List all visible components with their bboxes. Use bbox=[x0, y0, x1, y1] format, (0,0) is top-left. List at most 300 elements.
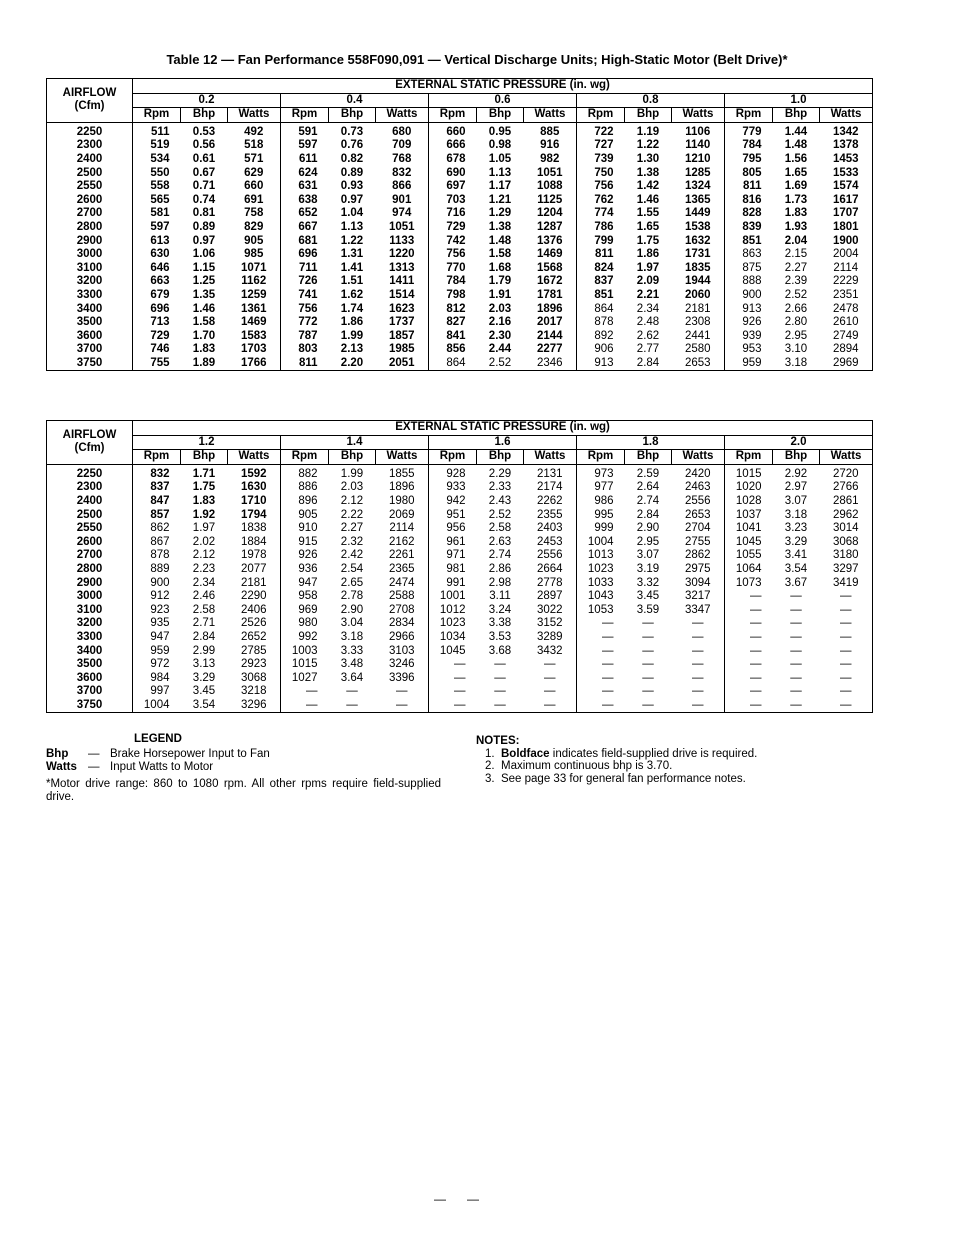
data-cell: 519 bbox=[150, 139, 170, 152]
data-cell: 936 bbox=[298, 562, 318, 575]
data-cell: 1.65 bbox=[636, 220, 660, 233]
table-row bbox=[47, 645, 873, 659]
airflow-cell: 2500 bbox=[47, 509, 133, 523]
data-cell: — bbox=[602, 617, 614, 630]
data-cell: 558 bbox=[150, 180, 170, 193]
data-cell: 624 bbox=[298, 166, 318, 179]
data-cell: 2.52 bbox=[784, 288, 808, 301]
data-cell: 0.95 bbox=[488, 125, 512, 138]
data-cell: 841 bbox=[446, 329, 466, 342]
data-cell: 2.34 bbox=[636, 302, 660, 315]
data-cell: 1.65 bbox=[784, 166, 808, 179]
data-cell: 1.31 bbox=[340, 248, 364, 261]
data-cell: 885 bbox=[524, 122, 577, 139]
table-row bbox=[47, 685, 873, 699]
data-cell: 906 bbox=[594, 343, 614, 356]
data-cell: 889 bbox=[150, 562, 170, 575]
legend-heading: LEGEND bbox=[134, 733, 182, 745]
data-cell: 2.63 bbox=[488, 535, 512, 548]
data-cell: 2441 bbox=[672, 330, 725, 344]
data-cell: 779 bbox=[742, 125, 762, 138]
data-cell: 1.73 bbox=[784, 193, 808, 206]
note-text: See page 33 for general fan performance notes. bbox=[500, 772, 746, 785]
data-cell: 837 bbox=[594, 275, 614, 288]
data-cell: 1.13 bbox=[340, 220, 364, 233]
table-row bbox=[47, 658, 873, 672]
data-cell: — bbox=[790, 658, 802, 671]
data-cell: 0.67 bbox=[192, 166, 216, 179]
data-cell: 933 bbox=[446, 481, 466, 494]
data-cell: 3.38 bbox=[488, 617, 512, 630]
data-cell: — bbox=[642, 658, 654, 671]
data-cell: 2664 bbox=[524, 563, 577, 577]
data-cell: 678 bbox=[446, 152, 466, 165]
airflow-cell: 2700 bbox=[47, 207, 133, 221]
data-cell: 2.52 bbox=[488, 356, 512, 369]
data-cell: 1034 bbox=[439, 630, 466, 643]
data-cell: 660 bbox=[228, 180, 281, 194]
motor-drive-footnote: *Motor drive range: 860 to 1080 rpm. All other rpms require field-supplied drive. bbox=[46, 778, 441, 803]
data-cell: 784 bbox=[446, 275, 466, 288]
data-cell: 511 bbox=[150, 125, 170, 138]
data-cell: — bbox=[524, 672, 577, 686]
column-header: Watts bbox=[672, 450, 725, 465]
data-cell: — bbox=[454, 685, 466, 698]
column-header: Rpm bbox=[133, 450, 181, 465]
table-row bbox=[47, 330, 873, 344]
data-cell: 1001 bbox=[439, 590, 466, 603]
table-row bbox=[47, 495, 873, 509]
data-cell: 2017 bbox=[524, 316, 577, 330]
data-cell: 832 bbox=[150, 467, 170, 480]
data-cell: 1.44 bbox=[784, 125, 808, 138]
data-cell: 2708 bbox=[376, 604, 429, 618]
column-header: Bhp bbox=[181, 108, 228, 123]
data-cell: 772 bbox=[298, 316, 318, 329]
data-cell: — bbox=[840, 644, 852, 657]
data-cell: 630 bbox=[150, 248, 170, 261]
data-cell: 2894 bbox=[832, 343, 859, 356]
data-cell: 916 bbox=[524, 139, 577, 153]
data-cell: 2.16 bbox=[488, 316, 512, 329]
airflow-cell: 3100 bbox=[47, 604, 133, 618]
table-row bbox=[47, 316, 873, 330]
data-cell: 3.13 bbox=[192, 658, 216, 671]
column-header: Watts bbox=[524, 108, 577, 123]
data-cell: 935 bbox=[150, 617, 170, 630]
data-cell: 2.84 bbox=[636, 356, 660, 369]
data-cell: 1.68 bbox=[488, 261, 512, 274]
data-cell: 3094 bbox=[672, 577, 725, 591]
table-row bbox=[47, 631, 873, 645]
airflow-header: AIRFLOW (Cfm) bbox=[47, 421, 133, 465]
data-cell: 2181 bbox=[672, 303, 725, 317]
data-cell: 2077 bbox=[228, 563, 281, 577]
data-cell: 3.45 bbox=[192, 685, 216, 698]
data-cell: 2365 bbox=[376, 563, 429, 577]
data-cell: 2720 bbox=[832, 467, 859, 480]
data-cell: 1985 bbox=[376, 343, 429, 357]
data-cell: — bbox=[602, 698, 614, 711]
data-cell: 2962 bbox=[832, 508, 859, 521]
data-cell: 1.79 bbox=[488, 275, 512, 288]
table-row bbox=[47, 167, 873, 181]
airflow-cell: 2800 bbox=[47, 221, 133, 235]
data-cell: 691 bbox=[228, 194, 281, 208]
table-row bbox=[47, 563, 873, 577]
data-cell: 2144 bbox=[524, 330, 577, 344]
data-cell: 1.41 bbox=[340, 261, 364, 274]
data-cell: 2975 bbox=[672, 563, 725, 577]
data-cell: 1051 bbox=[524, 167, 577, 181]
data-cell: 696 bbox=[150, 302, 170, 315]
data-cell: 2.04 bbox=[784, 234, 808, 247]
table-row bbox=[47, 699, 873, 713]
data-cell: — bbox=[790, 630, 802, 643]
data-cell: 534 bbox=[150, 152, 170, 165]
data-cell: 3.18 bbox=[784, 356, 808, 369]
data-cell: 756 bbox=[594, 180, 614, 193]
data-cell: 803 bbox=[298, 343, 318, 356]
data-cell: 2.58 bbox=[192, 603, 216, 616]
data-cell: — bbox=[524, 699, 577, 713]
airflow-cell: 2800 bbox=[47, 563, 133, 577]
data-cell: 3.54 bbox=[192, 698, 216, 711]
data-cell: 2463 bbox=[672, 481, 725, 495]
data-cell: — bbox=[672, 658, 725, 672]
data-cell: — bbox=[672, 699, 725, 713]
data-cell: 2051 bbox=[376, 357, 429, 371]
data-cell: 0.98 bbox=[488, 139, 512, 152]
data-cell: 716 bbox=[446, 207, 466, 220]
data-cell: 3.24 bbox=[488, 603, 512, 616]
data-cell: 755 bbox=[150, 356, 170, 369]
data-cell: 2.86 bbox=[488, 562, 512, 575]
data-cell: 851 bbox=[742, 234, 762, 247]
column-header: Watts bbox=[820, 108, 873, 123]
pressure-header: 0.2 bbox=[133, 93, 281, 108]
data-cell: — bbox=[750, 590, 762, 603]
data-cell: — bbox=[750, 698, 762, 711]
column-header: Bhp bbox=[181, 450, 228, 465]
data-cell: 0.89 bbox=[192, 220, 216, 233]
data-cell: 2.03 bbox=[340, 481, 364, 494]
data-cell: 1731 bbox=[672, 248, 725, 262]
data-cell: 3.33 bbox=[340, 644, 364, 657]
data-cell: 758 bbox=[228, 207, 281, 221]
data-cell: 1028 bbox=[735, 494, 762, 507]
data-cell: 571 bbox=[228, 153, 281, 167]
data-cell: 878 bbox=[150, 549, 170, 562]
table-title: Table 12 — Fan Performance 558F090,091 — Vertical Discharge Units; High-Static Motor (Belt Drive)* bbox=[166, 52, 788, 67]
data-cell: 2.39 bbox=[784, 275, 808, 288]
data-cell: 913 bbox=[594, 356, 614, 369]
data-cell: 722 bbox=[594, 125, 614, 138]
data-cell: 3.68 bbox=[488, 644, 512, 657]
data-cell: 1365 bbox=[672, 194, 725, 208]
data-cell: — bbox=[790, 671, 802, 684]
table-row bbox=[47, 343, 873, 357]
data-cell: 900 bbox=[742, 288, 762, 301]
data-cell: 1469 bbox=[228, 316, 281, 330]
data-cell: 2653 bbox=[672, 509, 725, 523]
data-cell: 1133 bbox=[376, 235, 429, 249]
data-cell: 953 bbox=[742, 343, 762, 356]
data-cell: — bbox=[672, 672, 725, 686]
data-cell: 2346 bbox=[524, 357, 577, 371]
data-cell: 2755 bbox=[672, 536, 725, 550]
data-cell: 2969 bbox=[832, 356, 859, 369]
data-cell: 986 bbox=[594, 494, 614, 507]
airflow-cell: 2300 bbox=[47, 481, 133, 495]
data-cell: 2.65 bbox=[340, 576, 364, 589]
data-cell: 3.64 bbox=[340, 671, 364, 684]
data-cell: 1794 bbox=[228, 509, 281, 523]
data-cell: 697 bbox=[446, 180, 466, 193]
data-cell: 0.81 bbox=[192, 207, 216, 220]
data-cell: 992 bbox=[298, 630, 318, 643]
data-cell: 811 bbox=[298, 356, 318, 369]
note-number: 2. bbox=[485, 760, 495, 772]
airflow-cell: 3200 bbox=[47, 275, 133, 289]
data-cell: 959 bbox=[742, 356, 762, 369]
data-cell: 1004 bbox=[587, 535, 614, 548]
data-cell: 1.25 bbox=[192, 275, 216, 288]
data-cell: 1.58 bbox=[192, 316, 216, 329]
data-cell: 2588 bbox=[376, 590, 429, 604]
data-cell: 729 bbox=[150, 329, 170, 342]
data-cell: 0.53 bbox=[192, 125, 216, 138]
data-cell: 2.71 bbox=[192, 617, 216, 630]
airflow-cell: 3400 bbox=[47, 645, 133, 659]
airflow-cell: 3100 bbox=[47, 262, 133, 276]
data-cell: 3.04 bbox=[340, 617, 364, 630]
data-cell: 2420 bbox=[672, 464, 725, 481]
data-cell: 1980 bbox=[376, 495, 429, 509]
data-cell: 1710 bbox=[228, 495, 281, 509]
data-cell: 1004 bbox=[143, 698, 170, 711]
data-cell: 629 bbox=[228, 167, 281, 181]
data-cell: 926 bbox=[298, 549, 318, 562]
data-cell: 1514 bbox=[376, 289, 429, 303]
note-text: Maximum continuous bhp is 3.70. bbox=[500, 760, 673, 772]
data-cell: 646 bbox=[150, 261, 170, 274]
data-cell: 1672 bbox=[524, 275, 577, 289]
column-header: Watts bbox=[820, 450, 873, 465]
data-cell: 1.46 bbox=[192, 302, 216, 315]
fan-performance-table-2 bbox=[46, 420, 873, 713]
data-cell: 2.95 bbox=[636, 535, 660, 548]
data-cell: 3419 bbox=[832, 576, 859, 589]
table-row bbox=[47, 604, 873, 618]
data-cell: 1896 bbox=[524, 303, 577, 317]
data-cell: 3.29 bbox=[784, 535, 808, 548]
pressure-header: 0.4 bbox=[281, 93, 429, 108]
airflow-cell: 3600 bbox=[47, 330, 133, 344]
column-header: Rpm bbox=[725, 450, 773, 465]
legend bbox=[46, 733, 441, 804]
data-cell: 2.58 bbox=[488, 522, 512, 535]
data-cell: — bbox=[672, 617, 725, 631]
column-header: Bhp bbox=[625, 450, 672, 465]
data-cell: 1.13 bbox=[488, 166, 512, 179]
data-cell: — bbox=[642, 685, 654, 698]
data-cell: 905 bbox=[298, 508, 318, 521]
data-cell: 1.55 bbox=[636, 207, 660, 220]
data-cell: 3068 bbox=[832, 535, 859, 548]
data-cell: 913 bbox=[742, 302, 762, 315]
data-cell: 3289 bbox=[524, 631, 577, 645]
data-cell: 0.76 bbox=[340, 139, 364, 152]
data-cell: 581 bbox=[150, 207, 170, 220]
data-cell: 1.99 bbox=[340, 329, 364, 342]
column-header: Watts bbox=[228, 108, 281, 123]
data-cell: 768 bbox=[376, 153, 429, 167]
data-cell: 1.92 bbox=[192, 508, 216, 521]
data-cell: 3.32 bbox=[636, 576, 660, 589]
airflow-cell: 3750 bbox=[47, 357, 133, 371]
data-cell: 2.52 bbox=[488, 508, 512, 521]
data-cell: 2653 bbox=[672, 357, 725, 371]
data-cell: — bbox=[750, 658, 762, 671]
data-cell: 1.19 bbox=[636, 125, 660, 138]
data-cell: 663 bbox=[150, 275, 170, 288]
data-cell: — bbox=[524, 658, 577, 672]
data-cell: — bbox=[790, 603, 802, 616]
data-cell: — bbox=[840, 630, 852, 643]
data-cell: 1071 bbox=[228, 262, 281, 276]
data-cell: 3347 bbox=[672, 604, 725, 618]
data-cell: — bbox=[840, 685, 852, 698]
data-cell: — bbox=[346, 698, 358, 711]
data-cell: 1.69 bbox=[784, 180, 808, 193]
pressure-header: 1.0 bbox=[725, 93, 873, 108]
data-cell: 2862 bbox=[672, 549, 725, 563]
data-cell: 746 bbox=[150, 343, 170, 356]
data-cell: 1.93 bbox=[784, 220, 808, 233]
data-cell: 2556 bbox=[524, 549, 577, 563]
data-cell: 824 bbox=[594, 261, 614, 274]
data-cell: — bbox=[840, 617, 852, 630]
data-cell: 956 bbox=[446, 522, 466, 535]
data-cell: 1.58 bbox=[488, 248, 512, 261]
table-row bbox=[47, 262, 873, 276]
data-cell: 969 bbox=[298, 603, 318, 616]
data-cell: 2834 bbox=[376, 617, 429, 631]
data-cell: 867 bbox=[150, 535, 170, 548]
data-cell: 984 bbox=[150, 671, 170, 684]
data-cell: 1045 bbox=[735, 535, 762, 548]
data-cell: 2966 bbox=[376, 631, 429, 645]
data-cell: 1781 bbox=[524, 289, 577, 303]
data-cell: 3217 bbox=[672, 590, 725, 604]
table-row bbox=[47, 590, 873, 604]
data-cell: 2.03 bbox=[488, 302, 512, 315]
airflow-cell: 3500 bbox=[47, 658, 133, 672]
data-cell: 3396 bbox=[376, 672, 429, 686]
data-cell: 1015 bbox=[291, 658, 318, 671]
data-cell: 667 bbox=[298, 220, 318, 233]
data-cell: 795 bbox=[742, 152, 762, 165]
data-cell: 2.20 bbox=[340, 356, 364, 369]
data-cell: 915 bbox=[298, 535, 318, 548]
data-cell: 713 bbox=[150, 316, 170, 329]
data-cell: 999 bbox=[594, 522, 614, 535]
data-cell: 742 bbox=[446, 234, 466, 247]
airflow-cell: 3700 bbox=[47, 685, 133, 699]
data-cell: 2114 bbox=[833, 261, 859, 274]
data-cell: 1766 bbox=[228, 357, 281, 371]
data-cell: 1801 bbox=[832, 220, 859, 233]
column-header: Bhp bbox=[477, 450, 524, 465]
airflow-cell: 3000 bbox=[47, 590, 133, 604]
data-cell: — bbox=[750, 685, 762, 698]
data-cell: 1.48 bbox=[784, 139, 808, 152]
data-cell: 741 bbox=[298, 288, 318, 301]
data-cell: 2.78 bbox=[340, 590, 364, 603]
data-cell: — bbox=[524, 685, 577, 699]
data-cell: — bbox=[840, 671, 852, 684]
data-cell: — bbox=[306, 698, 318, 711]
table-row bbox=[47, 617, 873, 631]
data-cell: — bbox=[494, 685, 506, 698]
data-cell: 959 bbox=[150, 644, 170, 657]
column-header: Bhp bbox=[773, 450, 820, 465]
airflow-header: AIRFLOW (Cfm) bbox=[47, 79, 133, 123]
data-cell: 2131 bbox=[524, 464, 577, 481]
data-cell: 985 bbox=[228, 248, 281, 262]
data-cell: 2778 bbox=[524, 577, 577, 591]
data-cell: 1632 bbox=[672, 235, 725, 249]
note-bold: Boldface bbox=[500, 747, 550, 760]
data-cell: 837 bbox=[150, 481, 170, 494]
data-cell: 2.46 bbox=[192, 590, 216, 603]
data-cell: 709 bbox=[376, 139, 429, 153]
page-mark: — bbox=[467, 1192, 479, 1206]
data-cell: 3180 bbox=[832, 549, 859, 562]
data-cell: — bbox=[840, 698, 852, 711]
airflow-cell: 2300 bbox=[47, 139, 133, 153]
data-cell: 1287 bbox=[524, 221, 577, 235]
data-cell: — bbox=[642, 644, 654, 657]
data-cell: 1.89 bbox=[192, 356, 216, 369]
data-cell: 1041 bbox=[735, 522, 762, 535]
data-cell: 0.56 bbox=[192, 139, 216, 152]
data-cell: 1857 bbox=[376, 330, 429, 344]
data-cell: 2.02 bbox=[192, 535, 216, 548]
data-cell: — bbox=[642, 617, 654, 630]
data-cell: 2.62 bbox=[636, 329, 660, 342]
column-header: Bhp bbox=[625, 108, 672, 123]
data-cell: — bbox=[602, 685, 614, 698]
data-cell: 2.92 bbox=[784, 467, 808, 480]
data-cell: — bbox=[750, 617, 762, 630]
table-row bbox=[47, 248, 873, 262]
data-cell: 679 bbox=[150, 288, 170, 301]
data-cell: 3152 bbox=[524, 617, 577, 631]
data-cell: 3068 bbox=[228, 672, 281, 686]
data-cell: 2.44 bbox=[488, 343, 512, 356]
table-row bbox=[47, 464, 873, 481]
legend-key: Watts bbox=[46, 761, 77, 773]
data-cell: 1855 bbox=[376, 464, 429, 481]
data-cell: 2.90 bbox=[636, 522, 660, 535]
data-cell: 2.15 bbox=[784, 248, 808, 261]
data-cell: 1012 bbox=[439, 603, 466, 616]
data-cell: 2.21 bbox=[636, 288, 660, 301]
data-cell: — bbox=[672, 645, 725, 659]
data-cell: 2261 bbox=[376, 549, 429, 563]
